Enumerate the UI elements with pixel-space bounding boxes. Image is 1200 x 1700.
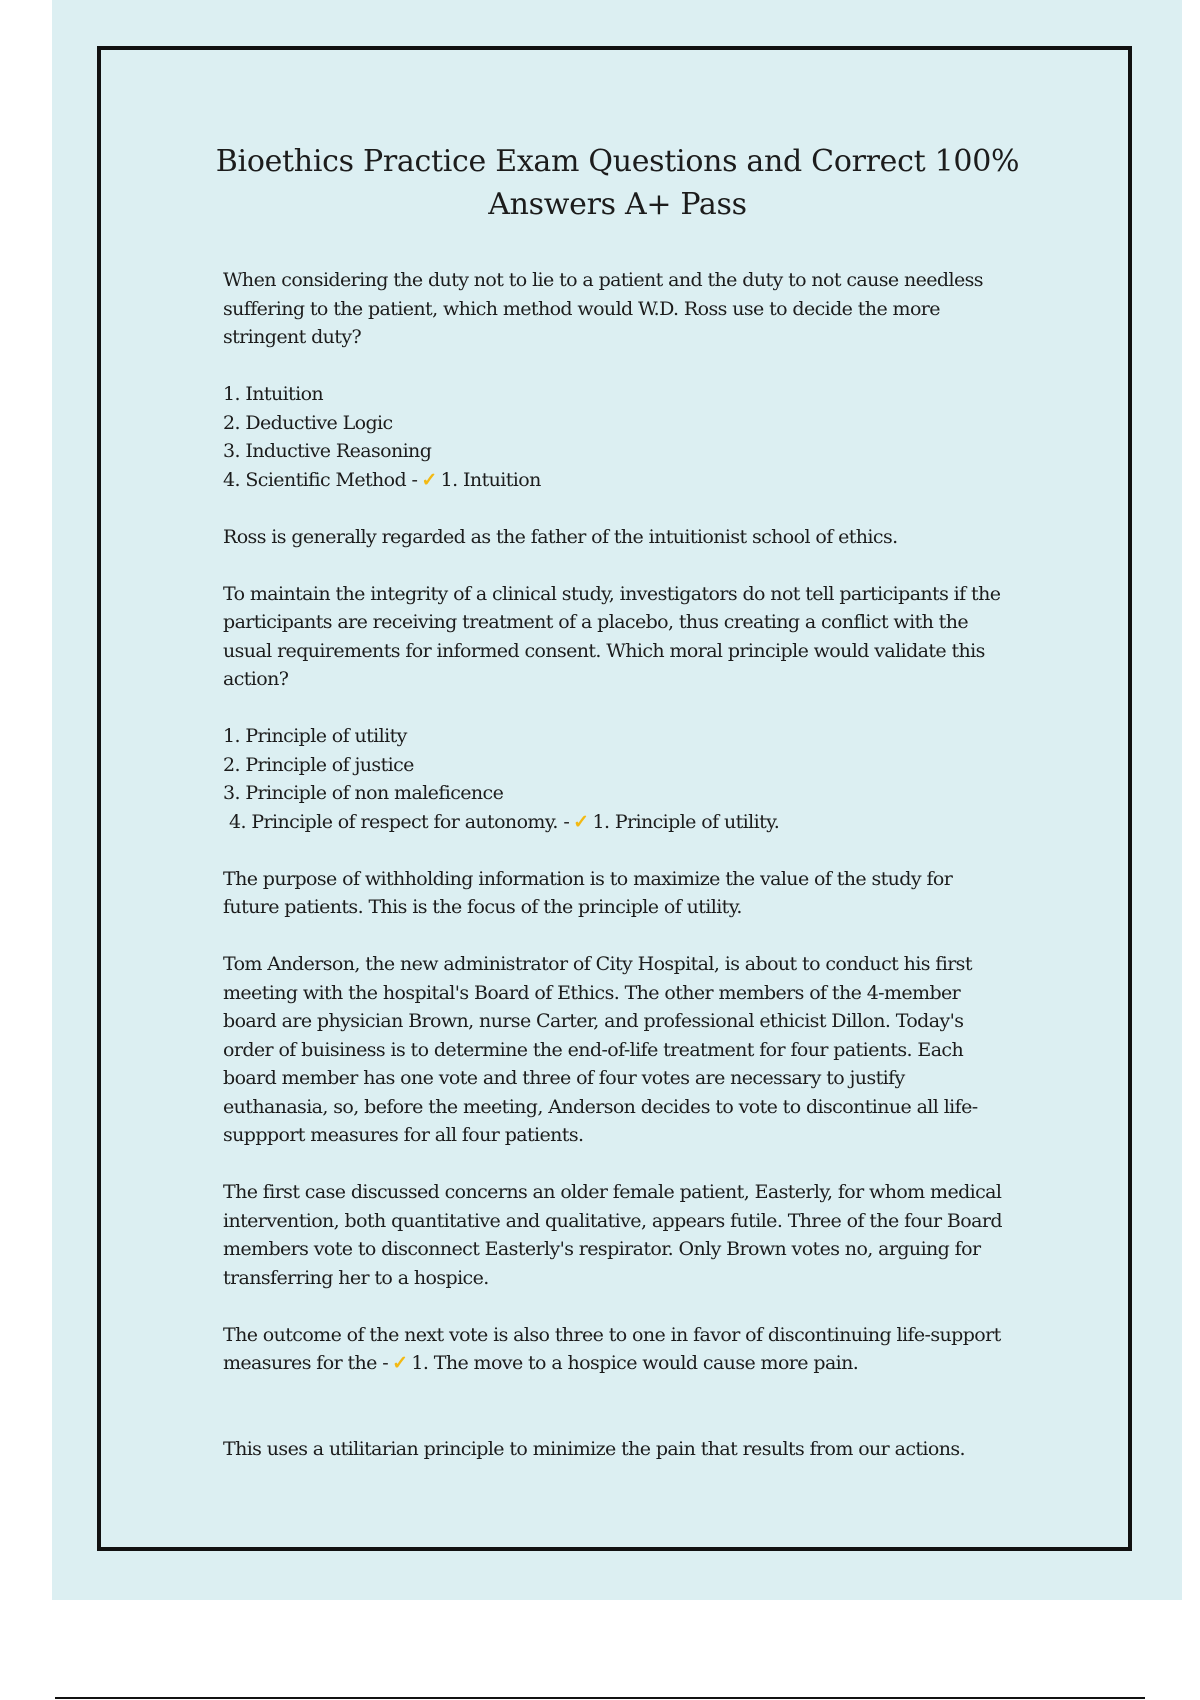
question-text: The outcome of the next vote is also three to one in favor of discontinuing life-support measures for the - — [223, 1323, 1001, 1374]
option-text: 4. Principle of respect for autonomy. - — [229, 810, 570, 833]
explanation-2: The purpose of withholding information is to maximize the value of the study for future patients. This is the focus of the principle of utility. — [223, 867, 953, 918]
question-1-text: When considering the duty not to lie to a patient and the duty to not cause needless suffering to the patient, which method would W.D. Ross use to decide the more stringent duty? — [223, 269, 983, 348]
question-3-text — [223, 1321, 1003, 1378]
question-3-case: The first case discussed concerns an older female patient, Easterly, for whom medical intervention, both quantitative and qualitative, appears futile. Three of the four Board members vote to disconnect Easterly's respirator. Only Brown votes no, arguing for transferring her to a hospice. — [223, 1181, 1002, 1289]
list-item: 1. Intuition — [223, 383, 324, 405]
list-item: 2. Deductive Logic — [223, 411, 393, 434]
footer-divider — [55, 1697, 1145, 1699]
question-1-options — [223, 380, 1003, 494]
list-item — [223, 466, 1003, 495]
list-item: 2. Principle of justice — [223, 753, 414, 776]
list-item: 3. Inductive Reasoning — [223, 440, 432, 462]
checkmark-icon: ✓ — [392, 1352, 408, 1374]
explanation-1: Ross is generally regarded as the father of the intuitionist school of ethics. — [223, 525, 898, 548]
checkmark-icon: ✓ — [573, 810, 589, 833]
list-item — [223, 808, 1003, 837]
question-2-text: To maintain the integrity of a clinical study, investigators do not tell participants if the participants are receiving treatment of a placebo, thus creating a conflict with the usual requirements for informed consent. Which moral principle would validate this action? — [223, 582, 1001, 690]
question-3-scenario: Tom Anderson, the new administrator of City Hospital, is about to conduct his first meeting with the hospital's Board of Ethics. The other members of the 4-member board are physician Brown, nurse Carter, and professional ethicist Dillon. Today's order of buisiness is to determine the end-of-life treatment for four patients. Each board member has one vote and three of four votes are necessary to justify euthanasia, so, before the meeting, Anderson decides to vote to discontinue all life-suppport measures for all four patients. — [223, 953, 978, 1146]
answer-text: 1. Principle of utility. — [592, 810, 780, 833]
list-item: 3. Principle of non maleficence — [223, 782, 504, 804]
page-title: Bioethics Practice Exam Questions and Correct 100% Answers A+ Pass — [215, 144, 1020, 222]
answer-text: 1. Intuition — [440, 468, 541, 491]
option-text: 4. Scientific Method - — [223, 468, 418, 491]
question-2-options — [223, 722, 1003, 836]
explanation-3: This uses a utilitarian principle to minimize the pain that results from our actions. — [223, 1437, 965, 1460]
answer-text: 1. The move to a hospice would cause more pain. — [411, 1352, 859, 1374]
list-item: 1. Principle of utility — [223, 725, 407, 747]
checkmark-icon: ✓ — [421, 468, 437, 491]
document-body — [223, 266, 1003, 1492]
